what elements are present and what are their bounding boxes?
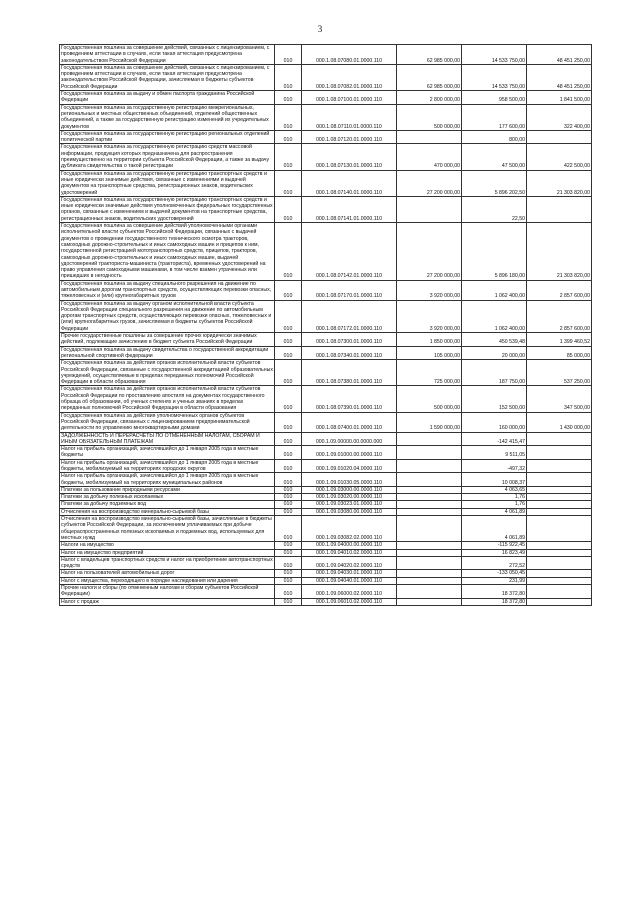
row-plan-cell: 3 920 000,00 <box>397 300 462 332</box>
table-row <box>60 577 592 584</box>
row-plan-cell <box>397 486 462 493</box>
table-row <box>60 144 592 170</box>
row-code-cell: 010 <box>275 360 302 386</box>
row-plan-cell <box>397 501 462 508</box>
row-done-cell: -115 922,45 <box>462 542 527 549</box>
row-done-cell: 1 062 400,00 <box>462 300 527 332</box>
row-code-cell: 010 <box>275 144 302 170</box>
row-remain-cell: 422 500,00 <box>527 144 592 170</box>
row-code-cell: 010 <box>275 64 302 90</box>
table-row <box>60 556 592 570</box>
row-code-cell: 010 <box>275 542 302 549</box>
row-done-cell: 231,99 <box>462 577 527 584</box>
table-row <box>60 432 592 446</box>
row-plan-cell: 27 200 000,00 <box>397 223 462 281</box>
row-code-cell: 010 <box>275 570 302 577</box>
table-row <box>60 494 592 501</box>
row-kbk-cell: 000.1.08.07142.01.0000.110 <box>302 223 397 281</box>
row-code-cell: 010 <box>275 223 302 281</box>
row-remain-cell <box>527 130 592 144</box>
table-row <box>60 459 592 473</box>
row-code-cell: 010 <box>275 556 302 570</box>
row-code-cell: 010 <box>275 130 302 144</box>
row-code-cell: 010 <box>275 300 302 332</box>
row-kbk-cell: 000.1.08.07110.01.0000.110 <box>302 104 397 130</box>
row-remain-cell: 322 400,00 <box>527 104 592 130</box>
budget-execution-table <box>59 44 592 606</box>
row-name-cell: Налог на имущество предприятий <box>60 549 275 556</box>
row-kbk-cell: 000.1.09.03020.00.0000.110 <box>302 494 397 501</box>
row-name-cell: Государственная пошлина за государственную регистрацию региональных отделений политической партии <box>60 130 275 144</box>
row-code-cell: 010 <box>275 412 302 432</box>
row-plan-cell: 500 000,00 <box>397 386 462 412</box>
row-name-cell: Налог на прибыль организаций, зачислявшийся до 1 января 2005 года в местные бюджеты, мобилизуемый на территориях городских округов <box>60 459 275 473</box>
row-remain-cell <box>527 556 592 570</box>
row-name-cell: Государственная пошлина за выдачу органом исполнительной власти субъекта Российской Федерации специального разрешения на движение по автомобильным дорогам транспортных средств, осуществляющих перевозки опасных, тяжеловесных и (или) крупногабаритных грузов, зачисляемая в бюджеты субъектов Российской Федерации <box>60 300 275 332</box>
row-kbk-cell: 000.1.09.04020.02.0000.110 <box>302 556 397 570</box>
row-plan-cell <box>397 549 462 556</box>
row-plan-cell: 62 985 000,00 <box>397 64 462 90</box>
row-kbk-cell: 000.1.08.07120.01.0000.110 <box>302 130 397 144</box>
row-kbk-cell: 000.1.09.03000.00.0000.110 <box>302 486 397 493</box>
row-done-cell: 152 500,00 <box>462 386 527 412</box>
row-kbk-cell: 000.1.09.01030.05.0000.110 <box>302 473 397 487</box>
row-code-cell: 010 <box>275 501 302 508</box>
row-kbk-cell: 000.1.09.06010.02.0000.110 <box>302 598 397 605</box>
row-remain-cell: 48 451 250,00 <box>527 45 592 65</box>
row-plan-cell <box>397 432 462 446</box>
row-plan-cell <box>397 473 462 487</box>
row-remain-cell: 48 451 250,00 <box>527 64 592 90</box>
row-plan-cell: 1 590 000,00 <box>397 412 462 432</box>
table-row <box>60 45 592 65</box>
table-row <box>60 508 592 515</box>
row-name-cell: Государственная пошлина за государственную регистрацию средств массовой информации, продукция которых предназначена для распространения преимущественно на территории субъекта Российской Федерации, а также за выдачу дубликата свидетельства о такой регистрации <box>60 144 275 170</box>
row-remain-cell <box>527 577 592 584</box>
row-remain-cell <box>527 501 592 508</box>
row-remain-cell <box>527 549 592 556</box>
row-kbk-cell: 000.1.09.06000.02.0000.110 <box>302 585 397 599</box>
row-done-cell: 1,76 <box>462 501 527 508</box>
row-remain-cell <box>527 196 592 222</box>
row-remain-cell <box>527 570 592 577</box>
row-name-cell: Налог на прибыль организаций, зачислявшийся до 1 января 2005 года в местные бюджеты, мобилизуемый на территориях муниципальных районов <box>60 473 275 487</box>
row-code-cell: 010 <box>275 473 302 487</box>
row-kbk-cell: 000.1.09.01000.00.0000.110 <box>302 446 397 460</box>
row-done-cell: 18 372,80 <box>462 585 527 599</box>
row-remain-cell: 1 399 460,52 <box>527 333 592 347</box>
row-remain-cell: 85 000,00 <box>527 346 592 360</box>
row-plan-cell <box>397 459 462 473</box>
row-name-cell: Налог с продаж <box>60 598 275 605</box>
table-row <box>60 570 592 577</box>
table-row <box>60 223 592 281</box>
row-name-cell: Государственная пошлина за действия уполномоченных органов субъектов Российской Федерации, связанных с лицензированием предпринимательской деятельности по управлению многоквартирными домами <box>60 412 275 432</box>
row-name-cell: Государственная пошлина за выдачу и обмен паспорта гражданина Российской Федерации <box>60 91 275 105</box>
row-code-cell: 010 <box>275 577 302 584</box>
row-remain-cell: 537 250,00 <box>527 360 592 386</box>
row-done-cell: 9 511,05 <box>462 446 527 460</box>
row-plan-cell <box>397 577 462 584</box>
row-name-cell: Отчисления на воспроизводство минерально-сырьевой базы <box>60 508 275 515</box>
row-done-cell: 20 000,00 <box>462 346 527 360</box>
row-done-cell: 1 062 400,00 <box>462 280 527 300</box>
row-done-cell: 272,52 <box>462 556 527 570</box>
row-kbk-cell: 000.1.08.07170.01.0000.110 <box>302 280 397 300</box>
row-name-cell: Налог с владельцев транспортных средств и налог на приобретение автотранспортных средств <box>61 556 273 570</box>
row-name-cell: Государственная пошлина за совершение действий, связанных с лицензированием, с проведением аттестации в случаях, если такая аттестация предусмотрена законодательством Российской Федерации, зачисляемая в бюджеты субъектов Российской Федерации <box>60 64 275 90</box>
row-done-cell: -142 415,47 <box>462 432 527 446</box>
row-kbk-cell: 000.1.08.07080.01.0000.110 <box>302 45 397 65</box>
row-remain-cell: 1 841 500,00 <box>527 91 592 105</box>
row-code-cell: 010 <box>275 549 302 556</box>
row-done-cell: -133 050,45 <box>462 570 527 577</box>
row-done-cell: 22,50 <box>462 196 527 222</box>
row-plan-cell <box>397 446 462 460</box>
row-name-cell: Прочие налоги и сборы (по отмененным налогам и сборам субъектов Российской Федерации) <box>60 585 275 599</box>
row-done-cell: 4 061,89 <box>462 516 527 542</box>
row-done-cell: 5 896 180,00 <box>462 223 527 281</box>
row-code-cell: 010 <box>275 45 302 65</box>
table-row <box>60 333 592 347</box>
table-row <box>60 130 592 144</box>
row-done-cell: 800,00 <box>462 130 527 144</box>
row-name-cell: Налог на пользователей автомобильных дорог <box>60 570 275 577</box>
row-code-cell: 010 <box>275 386 302 412</box>
row-kbk-cell: 000.1.09.01020.04.0000.110 <box>302 459 397 473</box>
row-remain-cell <box>527 494 592 501</box>
table-row <box>60 170 592 196</box>
row-done-cell: -497,32 <box>462 459 527 473</box>
table-row <box>60 360 592 386</box>
row-code-cell: 010 <box>275 280 302 300</box>
row-kbk-cell: 000.1.08.07400.01.0000.110 <box>302 412 397 432</box>
row-done-cell: 450 539,48 <box>462 333 527 347</box>
table-row <box>60 64 592 90</box>
row-plan-cell <box>397 508 462 515</box>
row-done-cell: 18 372,80 <box>462 598 527 605</box>
row-name-cell: Государственная пошлина за государственную регистрацию межрегиональных, региональных и местных общественных объединений, отделений общественных объединений, а также за государственную регистрацию изменений их учредительных документов <box>60 104 275 130</box>
row-name-cell: Налоги на имущество <box>60 542 275 549</box>
row-code-cell: 010 <box>275 494 302 501</box>
row-plan-cell <box>397 542 462 549</box>
row-kbk-cell: 000.1.08.07390.01.0000.110 <box>302 386 397 412</box>
row-kbk-cell: 000.1.08.07300.01.0000.110 <box>302 333 397 347</box>
page-number: 3 <box>317 24 323 34</box>
table-row <box>60 91 592 105</box>
row-kbk-cell: 000.1.09.04000.00.0000.110 <box>302 542 397 549</box>
row-name-cell: Государственная пошлина за совершение действий уполномоченными органами исполнительной власти субъектов Российской Федерации, связанных с выдачей документов о проведении государственного технического осмотра тракторов, самоходных дорожно-строительных и иных самоходных машин и прицепов к ним, государственной регистрацией мототранспортных средств, прицепов, тракторов, самоходных дорожно-строительных и иных самоходных машин, выдачей удостоверений тракториста-машиниста (тракториста), временных удостоверений на право управления самоходными машинами, в том числе взамен утраченных или пришедших в негодность <box>60 223 275 281</box>
row-code-cell: 010 <box>275 346 302 360</box>
row-remain-cell: 21 303 820,00 <box>527 170 592 196</box>
row-kbk-cell: 000.1.09.04010.02.0000.110 <box>302 549 397 556</box>
row-done-cell: 958 500,00 <box>462 91 527 105</box>
row-remain-cell <box>527 585 592 599</box>
table-row <box>60 346 592 360</box>
table-row <box>60 486 592 493</box>
row-done-cell: 47 500,00 <box>462 144 527 170</box>
row-kbk-cell: 000.1.08.07130.01.0000.110 <box>302 144 397 170</box>
row-remain-cell <box>527 446 592 460</box>
row-name-cell: Государственная пошлина за действия органов исполнительной власти субъектов Российской Федерации по проставлению апостиля на документах государственного образца об образовании, об ученых степенях и ученых званиях в пределах переданных полномочий Российской Федерации в области образования <box>60 386 275 412</box>
row-plan-cell <box>397 570 462 577</box>
row-plan-cell <box>397 556 462 570</box>
table-row <box>60 585 592 599</box>
row-remain-cell <box>527 542 592 549</box>
row-done-cell: 4 063,65 <box>462 486 527 493</box>
row-remain-cell: 21 303 820,00 <box>527 223 592 281</box>
row-name-cell: Государственная пошлина за выдачу свидетельства о государственной аккредитации региональной спортивной федерации <box>60 346 275 360</box>
row-remain-cell <box>527 459 592 473</box>
row-code-cell: 010 <box>275 104 302 130</box>
row-plan-cell: 2 800 000,00 <box>397 91 462 105</box>
row-code-cell: 010 <box>275 91 302 105</box>
table-row <box>60 300 592 332</box>
row-remain-cell: 2 857 600,00 <box>527 280 592 300</box>
row-kbk-cell: 000.1.09.03082.02.0000.110 <box>302 516 397 542</box>
row-remain-cell <box>527 508 592 515</box>
row-kbk-cell: 000.1.09.04040.01.0000.110 <box>302 577 397 584</box>
row-plan-cell <box>397 598 462 605</box>
row-name-cell: Платежи за пользование природными ресурсами <box>60 486 275 493</box>
table-row <box>60 196 592 222</box>
row-kbk-cell: 000.1.09.03080.00.0000.110 <box>302 508 397 515</box>
table-row <box>60 542 592 549</box>
row-name-cell: Государственная пошлина за государственную регистрацию транспортных средств и иные юридически значимые действия, связанные с изменениями и выдачей документов на транспортные средства, регистрационных знаков, водительских удостоверений <box>60 170 275 196</box>
table-row <box>60 598 592 605</box>
row-done-cell: 4 061,89 <box>462 508 527 515</box>
row-done-cell: 14 533 750,00 <box>462 64 527 90</box>
table-body <box>60 45 592 606</box>
row-plan-cell: 1 850 000,00 <box>397 333 462 347</box>
row-name-cell: Платежи за добычу полезных ископаемых <box>60 494 275 501</box>
row-kbk-cell: 000.1.08.07082.01.0000.110 <box>302 64 397 90</box>
row-kbk-cell: 000.1.09.00000.00.0000.000 <box>302 432 397 446</box>
row-done-cell: 5 896 202,50 <box>462 170 527 196</box>
row-name-cell: Налог с имущества, переходящего в порядке наследования или дарения <box>60 577 275 584</box>
table-row <box>60 501 592 508</box>
table-row <box>60 280 592 300</box>
row-plan-cell <box>397 516 462 542</box>
row-name-cell: Государственная пошлина за выдачу специального разрешения на движение по автомобильным дорогам транспортных средств, осуществляющих перевозки опасных, тяжеловесных и (или) крупногабаритных грузов <box>60 280 275 300</box>
row-kbk-cell: 000.1.08.07340.01.0000.110 <box>302 346 397 360</box>
row-kbk-cell: 000.1.08.07100.01.0000.110 <box>302 91 397 105</box>
row-kbk-cell: 000.1.08.07140.01.0000.110 <box>302 170 397 196</box>
table-row <box>60 104 592 130</box>
row-plan-cell <box>397 130 462 144</box>
table-row <box>60 516 592 542</box>
row-code-cell: 010 <box>275 432 302 446</box>
table-row <box>60 446 592 460</box>
row-kbk-cell: 000.1.09.03023.01.0000.110 <box>302 501 397 508</box>
row-plan-cell <box>397 585 462 599</box>
table-row <box>60 386 592 412</box>
row-plan-cell: 725 000,00 <box>397 360 462 386</box>
row-plan-cell: 3 920 000,00 <box>397 280 462 300</box>
row-done-cell: 16 823,49 <box>462 549 527 556</box>
row-done-cell: 14 533 750,00 <box>462 45 527 65</box>
row-name-cell: Государственная пошлина за совершение действий, связанных с лицензированием, с проведением аттестации в случаях, если такая аттестация предусмотрена законодательством Российской Федерации <box>60 45 275 65</box>
table-row <box>60 473 592 487</box>
row-plan-cell <box>397 196 462 222</box>
row-done-cell: 160 000,00 <box>462 412 527 432</box>
row-remain-cell <box>527 486 592 493</box>
row-plan-cell: 500 000,00 <box>397 104 462 130</box>
row-remain-cell: 1 430 000,00 <box>527 412 592 432</box>
table-row <box>60 549 592 556</box>
row-kbk-cell: 000.1.08.07172.01.0000.110 <box>302 300 397 332</box>
row-plan-cell <box>397 494 462 501</box>
row-name-cell: Отчисления на воспроизводство минерально-сырьевой базы, зачисляемые в бюджеты субъектов Российской Федерации, за исключением уплачиваемых при добыче общераспространенных полезных ископаемых и подземных вод, используемых для местных нужд <box>60 516 275 542</box>
row-kbk-cell: 000.1.08.07141.01.0000.110 <box>302 196 397 222</box>
row-name-cell: Налог на прибыль организаций, зачислявшийся до 1 января 2005 года в местные бюджеты <box>60 446 275 460</box>
row-code-cell: 010 <box>275 333 302 347</box>
row-remain-cell <box>527 516 592 542</box>
row-code-cell: 010 <box>275 446 302 460</box>
row-name-cell: Прочие государственные пошлины за совершение прочих юридически значимых действий, подлежащие зачислению в бюджет субъекта Российской Федерации <box>60 333 275 347</box>
row-name-cell: Государственная пошлина за действия органов исполнительной власти субъектов Российской Федерации, связанные с государственной аккредитацией образовательных учреждений, осуществляемые в пределах переданных полномочий Российской Федерации в области образования <box>61 360 273 386</box>
row-plan-cell: 62 985 000,00 <box>397 45 462 65</box>
table-row <box>60 412 592 432</box>
row-remain-cell <box>527 432 592 446</box>
row-code-cell: 010 <box>275 196 302 222</box>
row-plan-cell: 27 200 000,00 <box>397 170 462 196</box>
row-remain-cell: 347 500,00 <box>527 386 592 412</box>
row-remain-cell <box>527 473 592 487</box>
row-done-cell: 1,76 <box>462 494 527 501</box>
row-kbk-cell: 000.1.08.07380.01.0000.110 <box>302 360 397 386</box>
row-code-cell: 010 <box>275 459 302 473</box>
row-kbk-cell: 000.1.09.04030.01.0000.110 <box>302 570 397 577</box>
row-code-cell: 010 <box>275 508 302 515</box>
row-done-cell: 187 750,00 <box>462 360 527 386</box>
row-remain-cell: 2 857 600,00 <box>527 300 592 332</box>
row-plan-cell: 105 000,00 <box>397 346 462 360</box>
row-name-cell: Государственная пошлина за государственную регистрацию транспортных средств и иные юридически значимые действия уполномоченных федеральных государственных органов, связанные с изменением и выдачей документов на транспортные средства, регистрационных знаков, водительских удостоверений <box>61 196 273 222</box>
row-code-cell: 010 <box>275 170 302 196</box>
row-done-cell: 10 008,37 <box>462 473 527 487</box>
row-code-cell: 010 <box>275 598 302 605</box>
row-name-cell: ЗАДОЛЖЕННОСТЬ И ПЕРЕРАСЧЕТЫ ПО ОТМЕНЕННЫМ НАЛОГАМ, СБОРАМ И ИНЫМ ОБЯЗАТЕЛЬНЫМ ПЛАТЕЖАМ <box>60 432 275 446</box>
row-code-cell: 010 <box>275 486 302 493</box>
row-code-cell: 010 <box>275 585 302 599</box>
row-code-cell: 010 <box>275 516 302 542</box>
row-done-cell: 177 600,00 <box>462 104 527 130</box>
row-remain-cell <box>527 598 592 605</box>
row-plan-cell: 470 000,00 <box>397 144 462 170</box>
row-name-cell: Платежи за добычу подземных вод <box>60 501 275 508</box>
